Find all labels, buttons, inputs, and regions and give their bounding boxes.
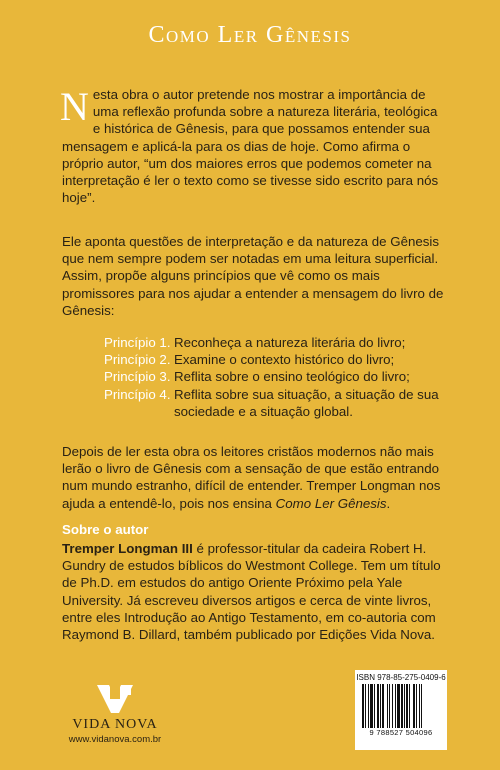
principle-text: Reflita sobre o ensino teológico do livro; [174,369,410,385]
barcode-number: 9 788527 504096 [369,728,433,737]
about-paragraph [62,540,444,643]
drop-cap: N [60,84,89,129]
author-name: Tremper Longman III [62,541,193,556]
principle-item [104,368,444,385]
principle-text: Reflita sobre sua situação, a situação de sua sociedade e a situação global. [174,386,439,419]
principle-label: Princípio 2. [104,352,171,368]
about-heading: Sobre o autor [62,522,149,537]
principle-item [104,334,444,351]
intro-text: esta obra o autor pretende nos mostrar a importância de uma reflexão profunda sobre a natureza literária, teológica e histórica de Gênesis, para que possamos entender sua mensagem e aplicá-la para os dias de hoje. Como afirma o próprio autor, “um dos maiores erros que podemos cometer na interpretação é ler o texto como se tivesse sido escrito para nós hoje”. [62,87,439,206]
vida-nova-logo-icon [95,683,135,715]
closing-text: Depois de ler esta obra os leitores cristãos modernos não mais lerão o livro de Gênesis com a sensação de que estão entrando num mundo estranho, difícil de entender. Tremper Longman nos ajuda a entendê-lo, pois nos ensina [62,444,441,511]
principles-list [104,334,444,420]
principle-label: Princípio 4. [104,386,171,402]
about-text: é professor-titular da cadeira Robert H. Gundry de estudos bíblicos do Westmont College. Tem um título de Ph.D. em estudos do antigo Oriente Próximo pela Yale University. Já escreveu diversos artigos e cerca de vinte livros, entre eles Introdução ao Antigo Testamento, em co-autoria com Raymond B. Dillard, também publicado por Edições Vida Nova. [62,541,441,643]
principle-label: Princípio 3. [104,369,171,385]
publisher-name: VIDA NOVA [72,717,158,732]
paragraph-principles-intro: Ele aponta questões de interpretação e da natureza de Gênesis que nem sempre podem ser notadas em uma leitura superficial. Assim, propõe alguns princípios que vê como os mais promissores para nos ajudar a entender a mensagem do livro de Gênesis: [62,234,444,318]
principle-text: Reconheça a natureza literária do livro; [174,335,406,350]
publisher-logo [60,683,170,745]
isbn-label: ISBN 978-85-275-0409-6 [356,673,446,682]
publisher-website: www.vidanova.com.br [68,734,162,745]
principle-item [104,386,444,420]
book-title: Como Ler Gênesis [148,22,352,48]
closing-paragraph [62,443,444,512]
intro-paragraph [62,86,444,206]
closing-title-italic: Como Ler Gênesis [275,495,387,511]
barcode-box [355,670,447,750]
principle-item [104,351,444,368]
principle-label: Princípio 1. [104,335,171,350]
barcode-icon [360,684,442,728]
principle-text: Examine o contexto histórico do livro; [174,352,395,368]
closing-end: . [386,495,391,511]
